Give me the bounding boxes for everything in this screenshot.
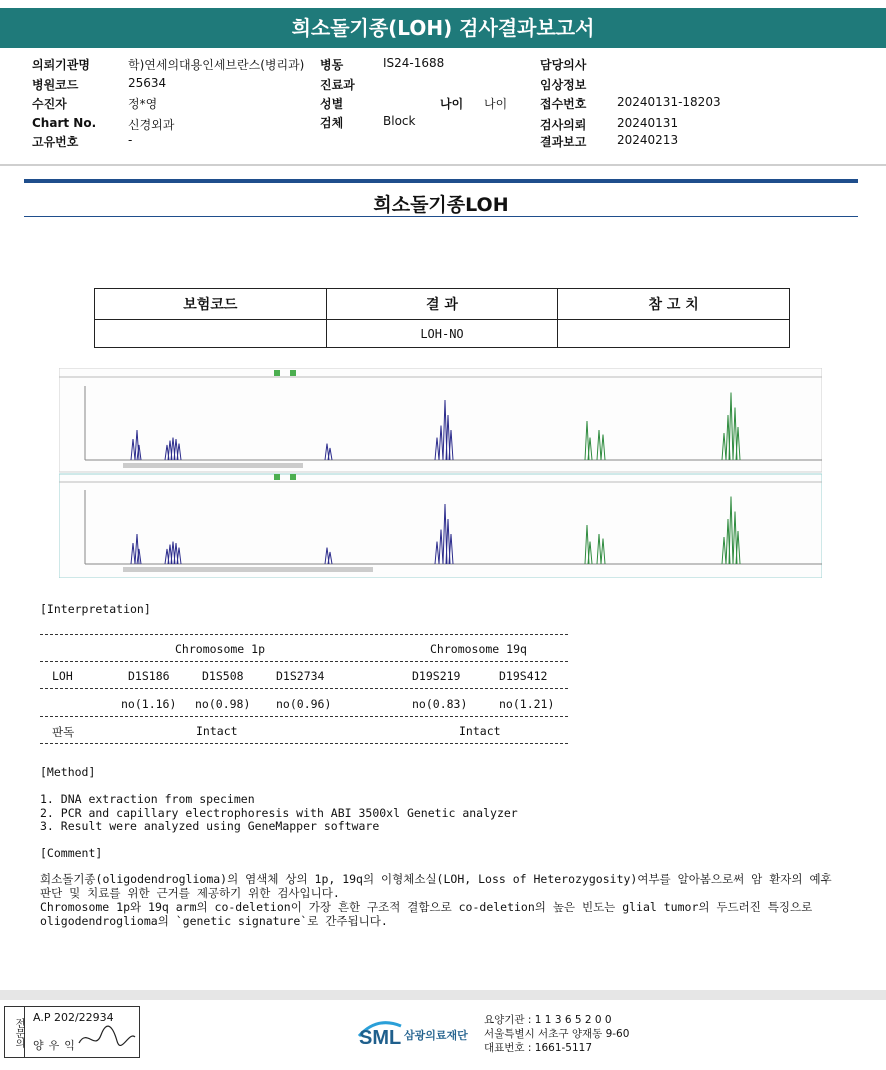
green-marker bbox=[274, 474, 280, 480]
hospital-code-value: 25634 bbox=[128, 76, 167, 90]
table-cell-result: LOH-NO bbox=[326, 320, 558, 348]
comment-paragraph-1: 희소돌기종(oligodendroglioma)의 염색체 상의 1p, 19q의 이형체소실(LOH, Loss of Heterozygosity)여부를 알아봄으로써 암 환자의 예후 판단 및 치료를 위한 근거를 제공하기 위한 검사입니다. bbox=[40, 872, 832, 900]
ward-label: 병동 bbox=[320, 58, 344, 72]
marker-d19s412: D19S412 bbox=[499, 669, 548, 683]
green-marker bbox=[290, 370, 296, 376]
section-title: 희소돌기종LOH bbox=[373, 194, 509, 216]
addr-line-2: 서울특별시 서초구 양재동 9-60 bbox=[484, 1028, 630, 1040]
request-date-label: 검사의뢰 bbox=[540, 118, 587, 132]
department-label: 진료과 bbox=[320, 78, 355, 92]
stamp-name: 양우익 bbox=[33, 1039, 80, 1052]
unique-no-value: - bbox=[128, 133, 133, 147]
table-header-reference: 참 고 치 bbox=[558, 289, 790, 320]
section-divider bbox=[24, 216, 858, 217]
green-marker bbox=[290, 474, 296, 480]
comment-body bbox=[40, 872, 846, 928]
logo-text: SML bbox=[359, 1027, 402, 1049]
hospital-label: 의뢰기관명 bbox=[32, 58, 90, 72]
dashed-rule bbox=[40, 716, 568, 717]
electropherogram-image bbox=[59, 368, 822, 578]
table-header-code: 보험코드 bbox=[95, 289, 327, 320]
scrollbar bbox=[123, 567, 373, 572]
judgement-19q: Intact bbox=[459, 724, 501, 738]
method-item-3: 3. Result were analyzed using GeneMapper software bbox=[40, 819, 380, 833]
method-heading: [Method] bbox=[40, 765, 96, 779]
method-item-1: 1. DNA extraction from specimen bbox=[40, 792, 255, 806]
age-value: 나이 bbox=[484, 97, 508, 111]
receipt-no-value: 20240131-18203 bbox=[617, 95, 721, 109]
panel-top bbox=[59, 368, 822, 472]
specimen-label: 검체 bbox=[320, 116, 344, 130]
hospital-value: 학)연세의대용인세브란스(병리과) bbox=[128, 58, 305, 72]
scrollbar bbox=[123, 463, 303, 468]
specimen-value: Block bbox=[383, 114, 416, 128]
method-item-2: 2. PCR and capillary electrophoresis with ABI 3500xl Genetic analyzer bbox=[40, 806, 518, 820]
dashed-rule bbox=[40, 634, 568, 635]
chart-no-value: 신경외과 bbox=[128, 118, 175, 132]
chr19q-label: Chromosome 19q bbox=[430, 642, 527, 656]
examinee-label: 수진자 bbox=[32, 97, 67, 111]
signature bbox=[77, 1023, 137, 1053]
report-title: 희소돌기종(LOH) 검사결과보고서 bbox=[0, 8, 886, 48]
report-date-value: 20240213 bbox=[617, 133, 679, 147]
comment-heading: [Comment] bbox=[40, 846, 103, 860]
marker-d1s186: D1S186 bbox=[128, 669, 170, 683]
green-marker bbox=[274, 370, 280, 376]
hospital-code-label: 병원코드 bbox=[32, 78, 79, 92]
address-block bbox=[484, 1013, 629, 1055]
chr1p-label: Chromosome 1p bbox=[175, 642, 266, 656]
judgement-1p: Intact bbox=[196, 724, 238, 738]
ward-value: IS24-1688 bbox=[383, 56, 445, 70]
marker-d1s508: D1S508 bbox=[202, 669, 244, 683]
clinical-label: 임상정보 bbox=[540, 78, 587, 92]
dashed-rule bbox=[40, 743, 568, 744]
result-table bbox=[94, 288, 790, 348]
value-d1s186: no(1.16) bbox=[121, 697, 177, 711]
dashed-rule bbox=[40, 661, 568, 662]
marker-d1s2734: D1S2734 bbox=[276, 669, 325, 683]
loh-label: LOH bbox=[52, 669, 73, 683]
value-d1s2734: no(0.96) bbox=[276, 697, 332, 711]
examinee-value: 정*영 bbox=[128, 97, 158, 111]
chart-no-label: Chart No. bbox=[32, 116, 97, 130]
value-d1s508: no(0.98) bbox=[195, 697, 251, 711]
value-d19s219: no(0.83) bbox=[412, 697, 468, 711]
table-header-result: 결 과 bbox=[326, 289, 558, 320]
divider bbox=[0, 164, 886, 166]
footer-divider bbox=[0, 990, 886, 1000]
judgement-label: 판독 bbox=[52, 725, 75, 739]
age-label: 나이 bbox=[440, 97, 464, 111]
specialist-stamp bbox=[4, 1006, 140, 1058]
marker-d19s219: D19S219 bbox=[412, 669, 461, 683]
patient-info bbox=[0, 54, 886, 166]
addr-line-3: 대표번호 : 1661-5117 bbox=[484, 1042, 593, 1054]
table-cell-reference bbox=[558, 320, 790, 348]
request-date-value: 20240131 bbox=[617, 116, 679, 130]
report-date-label: 결과보고 bbox=[540, 135, 587, 149]
doctor-label: 담당의사 bbox=[540, 58, 587, 72]
receipt-no-label: 접수번호 bbox=[540, 97, 587, 111]
stamp-vertical-label: 전문의 bbox=[5, 1007, 25, 1057]
table-cell-code bbox=[95, 320, 327, 348]
panel-bottom bbox=[59, 474, 822, 578]
unique-no-label: 고유번호 bbox=[32, 135, 79, 149]
stamp-ap-number: A.P 202/22934 bbox=[33, 1011, 114, 1024]
dashed-rule bbox=[40, 688, 568, 689]
logo-org-name: 삼광의료재단 bbox=[404, 1029, 468, 1042]
interpretation-heading: [Interpretation] bbox=[40, 602, 151, 616]
sex-label: 성별 bbox=[320, 97, 344, 111]
value-d19s412: no(1.21) bbox=[499, 697, 555, 711]
section-divider bbox=[24, 179, 858, 183]
addr-line-1: 요양기관 : 1 1 3 6 5 2 0 0 bbox=[484, 1014, 612, 1026]
comment-paragraph-2: Chromosome 1p와 19q arm의 co-deletion이 가장 흔한 구조적 결함으로 co-deletion의 높은 빈도는 glial tumor의 두드러진 특징으로 oligodendroglioma의 `genetic signature`로 간주됩니다. bbox=[40, 900, 813, 928]
